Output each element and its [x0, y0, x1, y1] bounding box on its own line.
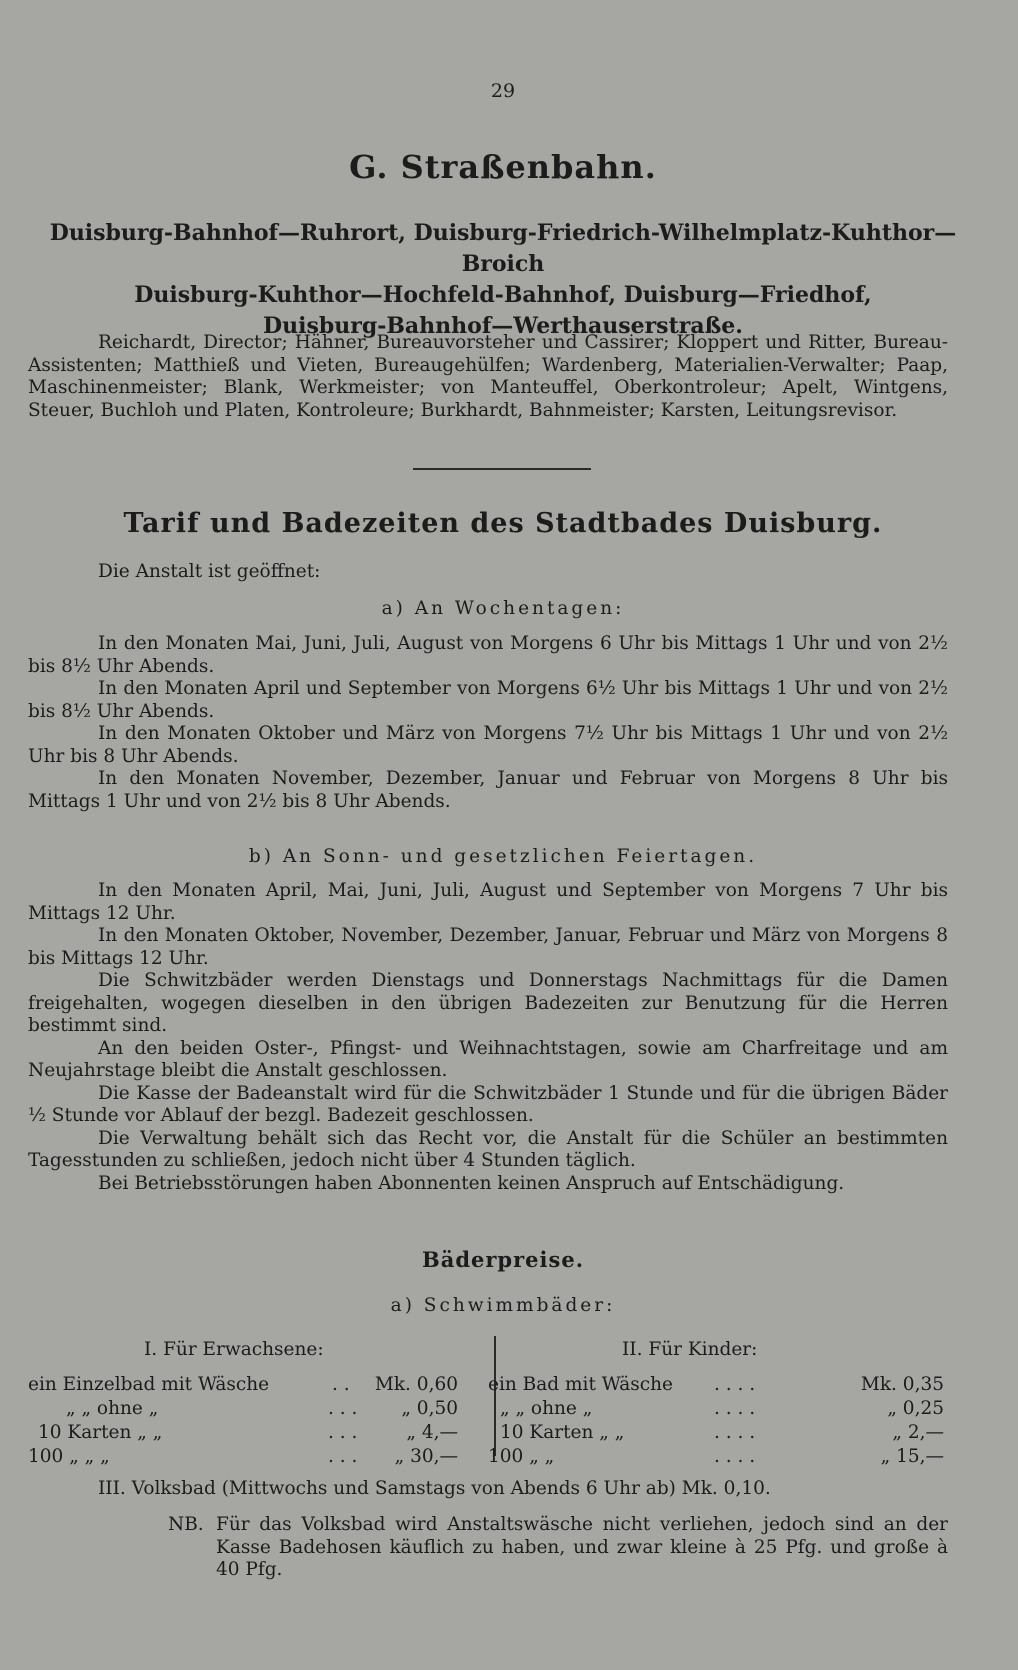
- price-dots: . . . .: [714, 1374, 756, 1395]
- rules-paragraph: Bei Betriebsstörungen haben Abonnenten keinen Anspruch auf Entschädigung.: [98, 1172, 845, 1194]
- price-dots: . . .: [328, 1422, 358, 1443]
- route-line: Duisburg-Kuhthor—Hochfeld-Bahnhof, Duisburg—Friedhof,: [134, 282, 872, 308]
- section-title: G. Straßenbahn.: [349, 148, 657, 186]
- price-dots: . . . .: [714, 1398, 756, 1419]
- rules-paragraph: Die Kasse der Badeanstalt wird für die Schwitzbäder 1 Stunde und für die übrigen Bäder ½ Stunde vor Ablauf der bezgl. Badezeit geschlossen.: [28, 1082, 948, 1126]
- holidays-heading: b) An Sonn- und gesetzlichen Feiertagen.: [248, 846, 758, 867]
- prices-title: Bäderpreise.: [421, 1247, 585, 1272]
- price-dots: . . . .: [714, 1422, 756, 1443]
- price-dots: . . . .: [714, 1446, 756, 1467]
- section-divider: [413, 468, 591, 470]
- price-value: „ 0,50: [401, 1398, 458, 1419]
- price-label: 10 Karten „ „: [500, 1422, 625, 1443]
- route-line: Duisburg-Bahnhof—Werthauserstraße.: [263, 313, 743, 339]
- price-dots: . . .: [328, 1398, 358, 1419]
- weekday-schedule: [28, 633, 948, 813]
- schedule-paragraph: In den Monaten Mai, Juni, Juli, August von Morgens 6 Uhr bis Mittags 1 Uhr und von 2½ bis 8½ Uhr Abends.: [28, 633, 948, 677]
- price-label: 100 „ „ „: [28, 1446, 110, 1467]
- price-dots: . .: [332, 1374, 350, 1395]
- nb-label: NB.: [168, 1514, 204, 1535]
- nb-text: Für das Volksbad wird Anstaltswäsche nicht verliehen, jedoch sind an der Kasse Badehosen käuflich zu haben, und zwar kleine à 25 Pfg. und große à 40 Pfg.: [216, 1514, 948, 1580]
- price-value: „ 2,—: [892, 1422, 944, 1443]
- schedule-paragraph: In den Monaten Oktober, November, Dezember, Januar, Februar und März von Morgens 8 bis Mittags 12 Uhr.: [28, 925, 948, 969]
- rules-paragraph: Die Verwaltung behält sich das Recht vor, die Anstalt für die Schüler an bestimmten Tagesstunden zu schließen, jedoch nicht über 4 Stunden täglich.: [28, 1127, 948, 1171]
- column-divider: [494, 1336, 496, 1456]
- price-dots: . . .: [328, 1446, 358, 1467]
- price-label: „ „ ohne „: [500, 1398, 593, 1419]
- price-value: Mk. 0,60: [374, 1374, 458, 1395]
- schedule-paragraph: In den Monaten Oktober und März von Morgens 7½ Uhr bis Mittags 1 Uhr und von 2½ Uhr bis 8 Uhr Abends.: [28, 723, 948, 767]
- schedule-paragraph: In den Monaten November, Dezember, Januar und Februar von Morgens 8 Uhr bis Mittags 1 Uhr und von 2½ bis 8 Uhr Abends.: [28, 768, 948, 812]
- page-number: 29: [490, 80, 516, 102]
- price-label: ein Einzelbad mit Wäsche: [28, 1374, 270, 1395]
- tarif-title: Tarif und Badezeiten des Stadtbades Duisburg.: [123, 508, 883, 539]
- rules-paragraph: Die Schwitzbäder werden Dienstags und Donnerstags Nachmittags für die Damen freigehalten, wogegen dieselben in den übrigen Badezeiten zur Benutzung für die Herren bestimmt sind.: [28, 970, 948, 1036]
- opening-intro: Die Anstalt ist geöffnet:: [98, 561, 321, 582]
- adults-heading: I. Für Erwachsene:: [144, 1339, 324, 1360]
- schedule-paragraph: In den Monaten April und September von Morgens 6½ Uhr bis Mittags 1 Uhr und von 2½ bis 8½ Uhr Abends.: [28, 678, 948, 722]
- price-label: 10 Karten „ „: [38, 1422, 163, 1443]
- price-value: „ 0,25: [887, 1398, 944, 1419]
- price-label: 100 „ „: [488, 1446, 555, 1467]
- staff-paragraph: Reichardt, Director; Hähner, Bureauvorsteher und Cassirer; Kloppert und Ritter, Bureau-Assistenten; Matthieß und Vieten, Bureaugehülfen; Wardenberg, Materialien-Verwalter; Paap, Maschinenmeister; Blank, Werkmeister; von Manteuffel, Oberkontroleur; Apelt, Wintgens, Steuer, Buchloh und Platen, Kontroleure; Burkhardt, Bahnmeister; Karsten, Leitungsrevisor.: [28, 332, 948, 421]
- weekdays-heading: a) An Wochentagen:: [381, 598, 625, 619]
- rules-paragraph: An den beiden Oster-, Pfingst- und Weihnachtstagen, sowie am Charfreitage und am Neujahrstage bleibt die Anstalt geschlossen.: [28, 1037, 948, 1081]
- route-list: [28, 218, 978, 342]
- children-heading: II. Für Kinder:: [622, 1339, 758, 1360]
- price-value: „ 30,—: [394, 1446, 458, 1467]
- route-line: Duisburg-Bahnhof—Ruhrort, Duisburg-Friedrich-Wilhelmplatz-Kuhthor—Broich: [49, 220, 957, 277]
- swim-heading: a) Schwimmbäder:: [390, 1295, 616, 1316]
- volksbad-line: III. Volksbad (Mittwochs und Samstags von Abends 6 Uhr ab) Mk. 0,10.: [98, 1478, 771, 1499]
- price-label: „ „ ohne „: [66, 1398, 159, 1419]
- schedule-paragraph: In den Monaten April, Mai, Juni, Juli, August und September von Morgens 7 Uhr bis Mittags 12 Uhr.: [28, 880, 948, 924]
- holiday-schedule: [28, 880, 948, 1195]
- price-label: ein Bad mit Wäsche: [488, 1374, 673, 1395]
- price-value: „ 15,—: [880, 1446, 944, 1467]
- price-value: Mk. 0,35: [860, 1374, 944, 1395]
- price-value: „ 4,—: [406, 1422, 458, 1443]
